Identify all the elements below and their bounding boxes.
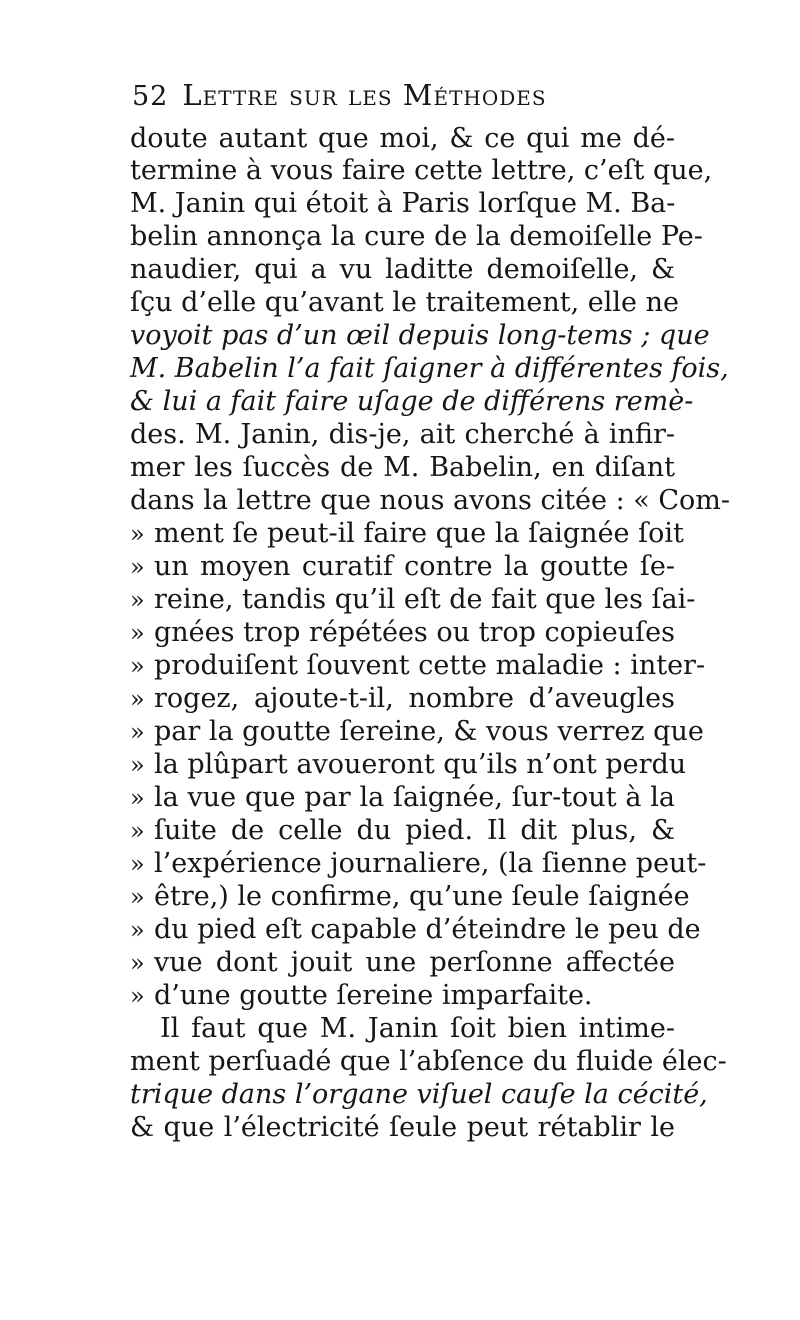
quote-mark: » [130,949,145,977]
quote-mark: » [130,817,145,845]
quoted-line [130,715,704,749]
quote-mark: » [130,850,145,878]
quoted-line [130,517,684,551]
quoted-line [130,913,701,947]
quote-mark: » [130,751,145,779]
quote-mark: » [130,652,145,680]
quoted-text: ment ſe peut-il faire que la ſaignée ſoit [154,518,684,549]
quoted-line [130,748,687,782]
quote-mark: » [130,619,145,647]
text-line: ſçu d’elle qu’avant le traitement, elle ne [130,287,679,318]
quoted-text: gnées trop répétées ou trop copieuſes [154,617,675,648]
quoted-line [130,781,675,815]
text-line: belin annonça la cure de la demoiſelle Pe- [130,221,703,252]
text-line: & que l’électricité ſeule peut rétablir le [130,1112,675,1143]
quoted-text: être,) le confirme, qu’une ſeule ſaignée [154,881,690,912]
page-number: 52 [132,81,169,112]
quoted-text: rogez, ajoute-t-il, nombre d’aveugles [154,683,675,714]
quoted-text: d’une goutte ſereine imparfaite. [154,980,593,1011]
quoted-text: l’expérience journaliere, (la ſienne peut- [154,848,707,879]
quoted-text: vue dont jouit une perſonne affectée [154,947,675,978]
quoted-text: un moyen curatif contre la goutte ſe- [154,551,675,582]
quoted-text: ſuite de celle du pied. Il dit plus, & [154,815,675,846]
quoted-line [130,682,675,716]
text-line: dans la lettre que nous avons citée : « Com- [130,485,731,516]
text-line: M. Janin qui étoit à Paris lorſque M. Ba- [130,188,676,219]
text-line: trique dans l’organe viſuel cauſe la cécité, [130,1079,708,1110]
quoted-text: reine, tandis qu’il eſt de fait que les ſai- [154,584,696,615]
text-line: mer les ſuccès de M. Babelin, en diſant [130,452,675,483]
quoted-text: produiſent ſouvent cette maladie : inter- [154,650,706,681]
text-line: termine à vous faire cette lettre, c’eſt que, [130,155,713,186]
paragraph-first-line: Il faut que M. Janin ſoit bien intime- [160,1013,675,1044]
text-line: doute autant que moi, & ce qui me dé- [130,123,675,154]
quoted-text: par la goutte ſereine, & vous verrez que [154,716,704,747]
quote-mark: » [130,718,145,746]
text-line: voyoit pas d’un œil depuis long-tems ; que [130,320,710,351]
quoted-line [130,814,675,848]
quoted-line [130,583,696,617]
quote-mark: » [130,883,145,911]
quote-mark: » [130,685,145,713]
quoted-line [130,649,706,683]
text-line: M. Babelin l’a fait ſaigner à différentes fois, [130,353,729,384]
quoted-text: la plûpart avoueront qu’ils n’ont perdu [154,749,687,780]
quote-mark: » [130,916,145,944]
text-line: & lui a fait faire uſage de différens remè- [130,386,694,417]
text-line: des. M. Janin, dis-je, ait cherché à infir- [130,419,675,450]
quoted-text: du pied eſt capable d’éteindre le peu de [154,914,701,945]
running-title: Lettre sur les Méthodes [182,78,547,112]
quote-mark: » [130,586,145,614]
running-head [132,78,652,118]
text-line: ment perſuadé que l’abſence du fluide élec- [130,1046,727,1077]
quoted-text: la vue que par la ſaignée, ſur-tout à la [154,782,675,813]
text-line: naudier, qui a vu laditte demoiſelle, & [130,254,675,285]
quoted-line [130,880,690,914]
quote-mark: » [130,784,145,812]
quoted-line [130,847,707,881]
quote-mark: » [130,982,145,1010]
quoted-line [130,550,675,584]
quote-mark: » [130,553,145,581]
quoted-line [130,946,675,980]
quote-mark: » [130,520,145,548]
quoted-line [130,616,675,650]
quoted-line [130,979,675,1013]
